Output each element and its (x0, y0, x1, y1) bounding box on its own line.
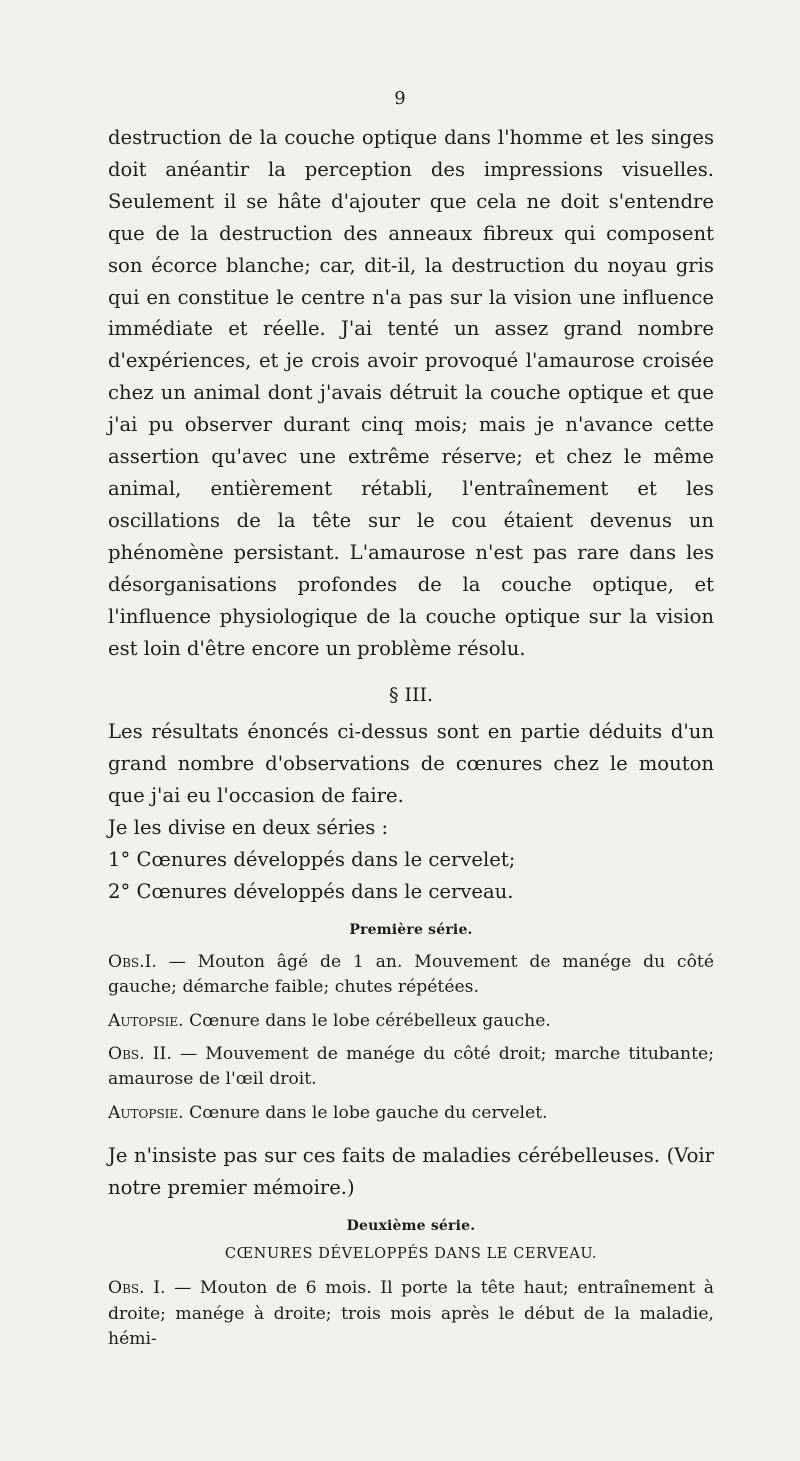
series-1-title: Première série. (349, 921, 473, 938)
paragraph-2: Les résultats énoncés ci-dessus sont en partie déduits d'un grand nombre d'observations de cœnures chez le mouton que j'ai eu l'occasion de faire. (108, 720, 714, 808)
series-2-subtitle: CŒNURES DÉVELOPPÉS DANS LE CERVEAU. (224, 1246, 598, 1263)
observation-series2-1 (108, 1276, 714, 1352)
observation-1 (108, 950, 714, 1001)
list-item-2: 2° Cœnures développés dans le cerveau. (108, 879, 514, 903)
paragraph-1: destruction de la couche optique dans l'homme et les singes doit anéantir la perception des impressions visuelles. Seulement il se hâte d'ajouter que cela ne doit s'entendre que de la destruction des anneaux fibreux qui composent son écorce blanche; car, dit-il, la destruction du noyau gris qui en constitue le centre n'a pas sur la vision une influence immédiate et réelle. J'ai tenté un assez grand nombre d'expériences, et je crois avoir provoqué l'amaurose croisée chez un animal dont j'avais détruit la couche optique et que j'ai pu observer durant cinq mois; mais je n'avance cette assertion qu'avec une extrême réserve; et chez le même animal, entièrement rétabli, l'entraînement et les oscillations de la tête sur le cou étaient devenus un phénomène persistant. L'amaurose n'est pas rare dans les désorganisations profondes de la couche optique, et l'influence physiologique de la couche optique sur la vision est loin d'être encore un problème résolu. (108, 126, 714, 660)
autopsie-1 (108, 1009, 714, 1034)
autopsie-label: Autopsie. (108, 1102, 184, 1123)
list-item-1: 1° Cœnures développés dans le cervelet; (108, 848, 516, 872)
autopsie-text: Cœnure dans le lobe gauche du cervelet. (183, 1102, 548, 1123)
observation-text: — Mouton âgé de 1 an. Mouvement de manége du côté gauche; démarche faible; chutes répétées. (108, 951, 714, 998)
observation-label: Obs.I. (108, 951, 157, 972)
observation-text: — Mouvement de manége du côté droit; marche titubante; amaurose de l'œil droit. (108, 1044, 714, 1090)
autopsie-label: Autopsie. (108, 1010, 184, 1031)
observation-text: — Mouton de 6 mois. Il porte la tête haut; entraînement à droite; manége à droite; trois mois après le début de la maladie, hémi- (108, 1278, 714, 1349)
section-heading: § III. (388, 684, 434, 707)
paragraph-3: Je les divise en deux séries : (108, 816, 389, 840)
observation-label: Obs. II. (108, 1044, 172, 1065)
observation-label: Obs. I. (108, 1278, 166, 1299)
page-number: 9 (394, 88, 406, 109)
autopsie-2 (108, 1101, 714, 1126)
observation-2 (108, 1042, 714, 1093)
series-2-title: Deuxième série. (346, 1218, 476, 1235)
text-body (108, 122, 714, 1352)
autopsie-text: Cœnure dans le lobe cérébelleux gauche. (183, 1010, 551, 1031)
series-1-note: Je n'insiste pas sur ces faits de maladies cérébelleuses. (Voir notre premier mémoire.) (108, 1144, 714, 1200)
